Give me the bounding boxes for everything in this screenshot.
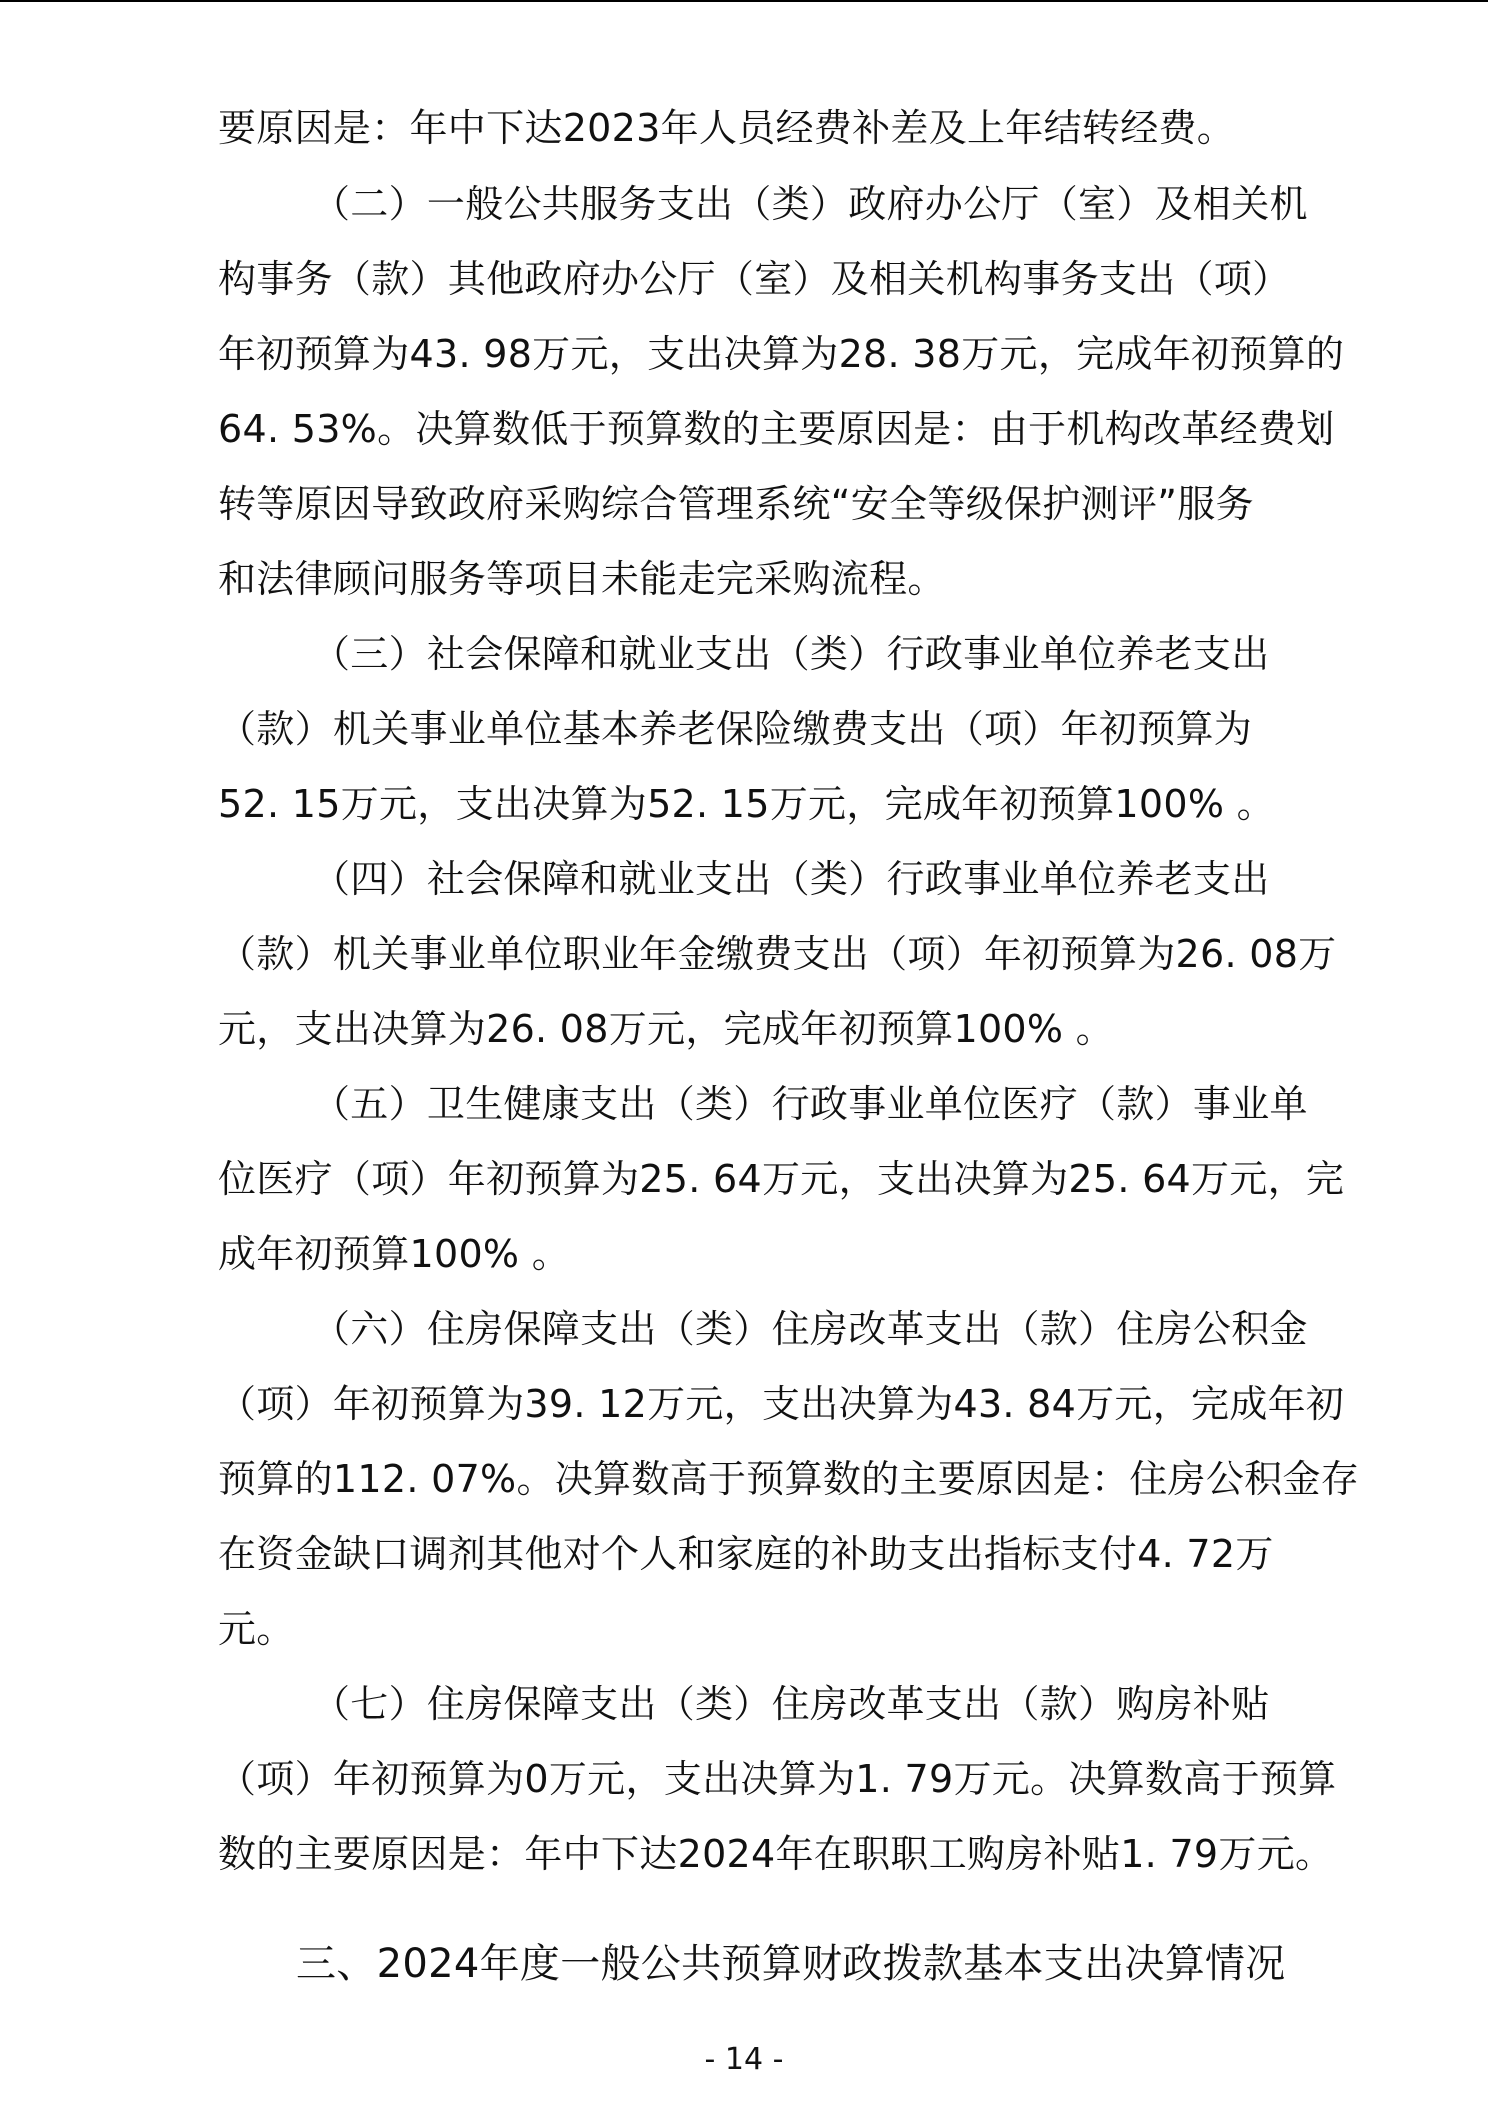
page-number: - 14 - bbox=[704, 2042, 784, 2077]
top-border-line bbox=[0, 0, 1488, 2]
paragraph-line: （三）社会保障和就业支出（类）行政事业单位养老支出 bbox=[312, 632, 1270, 676]
paragraph-line: （项）年初预算为0万元，支出决算为1. 79万元。决算数高于预算 bbox=[218, 1757, 1337, 1801]
paragraph-line: 转等原因导致政府采购综合管理系统“安全等级保护测评”服务 bbox=[218, 482, 1254, 526]
paragraph-line: （六）住房保障支出（类）住房改革支出（款）住房公积金 bbox=[312, 1307, 1308, 1351]
paragraph-line: （款）机关事业单位职业年金缴费支出（项）年初预算为26. 08万 bbox=[218, 932, 1337, 976]
paragraph-line: 元。 bbox=[218, 1607, 295, 1651]
paragraph-line: 元，支出决算为26. 08万元，完成年初预算100% 。 bbox=[218, 1007, 1114, 1051]
paragraph-line: 预算的112. 07%。决算数高于预算数的主要原因是：住房公积金存 bbox=[218, 1457, 1360, 1501]
paragraph-line: （二）一般公共服务支出（类）政府办公厅（室）及相关机 bbox=[312, 182, 1308, 226]
paragraph-line: （五）卫生健康支出（类）行政事业单位医疗（款）事业单 bbox=[312, 1082, 1308, 1126]
paragraph-line: （款）机关事业单位基本养老保险缴费支出（项）年初预算为 bbox=[218, 707, 1253, 751]
paragraph-line: 在资金缺口调剂其他对个人和家庭的补助支出指标支付4. 72万 bbox=[218, 1532, 1274, 1576]
paragraph-line: 年初预算为43. 98万元，支出决算为28. 38万元，完成年初预算的 bbox=[218, 332, 1345, 376]
paragraph-line: 构事务（款）其他政府办公厅（室）及相关机构事务支出（项） bbox=[218, 257, 1291, 301]
section-heading: 三、2024年度一般公共预算财政拨款基本支出决算情况 bbox=[296, 1941, 1286, 1987]
paragraph-line: 成年初预算100% 。 bbox=[218, 1232, 571, 1276]
paragraph-line: （四）社会保障和就业支出（类）行政事业单位养老支出 bbox=[312, 857, 1270, 901]
paragraph-line: （七）住房保障支出（类）住房改革支出（款）购房补贴 bbox=[312, 1682, 1270, 1726]
paragraph-line: 64. 53%。决算数低于预算数的主要原因是：由于机构改革经费划 bbox=[218, 407, 1335, 451]
paragraph-line: 和法律顾问服务等项目未能走完采购流程。 bbox=[218, 557, 946, 601]
paragraph-line: 要原因是：年中下达2023年人员经费补差及上年结转经费。 bbox=[218, 106, 1236, 150]
paragraph-line: （项）年初预算为39. 12万元，支出决算为43. 84万元，完成年初 bbox=[218, 1382, 1345, 1426]
paragraph-line: 数的主要原因是：年中下达2024年在职职工购房补贴1. 79万元。 bbox=[218, 1832, 1334, 1876]
paragraph-line: 52. 15万元，支出决算为52. 15万元，完成年初预算100% 。 bbox=[218, 782, 1275, 826]
paragraph-line: 位医疗（项）年初预算为25. 64万元，支出决算为25. 64万元，完 bbox=[218, 1157, 1345, 1201]
